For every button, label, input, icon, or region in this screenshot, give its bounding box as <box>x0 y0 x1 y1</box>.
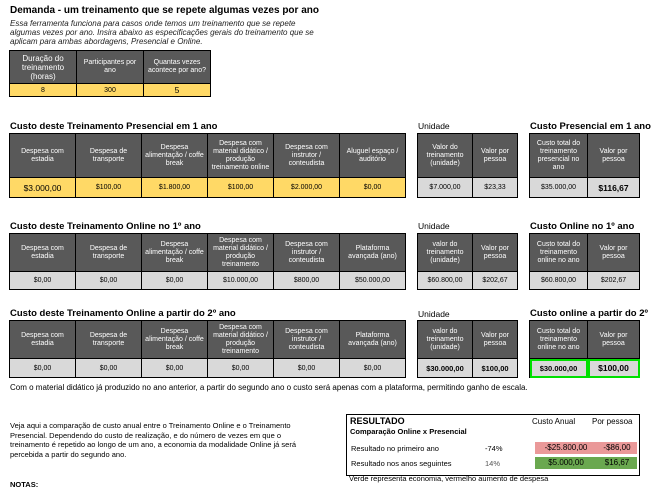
value-instrutor: $0,00 <box>274 359 340 378</box>
header-material: Despesa com material didático / produção treinamento <box>208 234 274 272</box>
header-transporte: Despesa de transporte <box>76 134 142 178</box>
result-legend: Verde representa economia, vermelho aumento de despesa <box>349 474 549 483</box>
header-total-year: Custo total do treinamento online no ano <box>530 321 588 359</box>
unit-value: $60.800,00 <box>418 272 473 290</box>
result-pct-following: 14% <box>485 459 501 468</box>
description-line: Essa ferramenta funciona para casos onde temos um treinamento que se repete <box>10 19 296 28</box>
online2-total-table <box>529 320 640 378</box>
input-alimentacao[interactable]: $1.800,00 <box>142 178 208 198</box>
unit-per-person: $202,67 <box>473 272 518 290</box>
result-col-annual: Custo Anual <box>532 417 576 426</box>
online2-unit-table <box>417 320 518 378</box>
value-estadia: $0,00 <box>10 359 76 378</box>
header-plataforma: Plataforma avançada (ano) <box>340 321 406 359</box>
header-alimentacao: Despesa alimentação / coffe break <box>142 321 208 359</box>
value-plataforma: $0,00 <box>340 359 406 378</box>
comparison-line: Presencial. Dependendo do custo de realização, e do número de vezes em que o <box>10 430 282 440</box>
header-total-year: Custo total do treinamento presencial no ano <box>530 134 588 178</box>
result-box <box>346 414 640 476</box>
result-title: RESULTADO <box>350 416 405 426</box>
unit-label: Unidade <box>418 309 450 319</box>
value-material: $0,00 <box>208 359 274 378</box>
presencial-unit-table <box>417 133 518 198</box>
header-instrutor: Despesa com instrutor / conteudista <box>274 234 340 272</box>
header-plataforma: Plataforma avançada (ano) <box>340 234 406 272</box>
notes-label: NOTAS: <box>10 480 39 489</box>
total-label: Custo Online no 1º ano <box>530 221 635 232</box>
unit-per-person: $100,00 <box>473 359 518 378</box>
unit-value: $30.000,00 <box>418 359 473 378</box>
header-transporte: Despesa de transporte <box>76 321 142 359</box>
result-subtitle: Comparação Online x Presencial <box>350 427 467 436</box>
total-per-person: $100,00 <box>588 359 640 378</box>
result-annual-year1: -$25.800,00 <box>535 442 597 454</box>
unit-value: $7.000,00 <box>418 178 473 198</box>
header-unit-value: valor do treinamento (unidade) <box>418 321 473 359</box>
header-total-per-person: Valor por pessoa <box>588 134 640 178</box>
unit-label: Unidade <box>418 121 450 131</box>
header-instrutor: Despesa com instrutor / conteudista <box>274 321 340 359</box>
header-total-per-person: Valor por pessoa <box>588 321 640 359</box>
description-line: algumas vezes por ano. Insira abaixo as especificações gerais do treinamento que se <box>10 28 314 37</box>
result-row-label-following: Resultado nos anos seguintes <box>351 459 452 468</box>
input-aluguel[interactable]: $0,00 <box>340 178 406 198</box>
header-frequency: Quantas vezes acontece por ano? <box>144 51 211 84</box>
value-material: $10.000,00 <box>208 272 274 290</box>
total-year: $30.000,00 <box>530 359 588 378</box>
comparison-line: treinamento é repetido ao longo de um ano, a economia da modalidade Online já será <box>10 440 297 449</box>
header-transporte: Despesa de transporte <box>76 234 142 272</box>
online2-cost-table <box>9 320 406 378</box>
header-estadia: Despesa com estadia <box>10 234 76 272</box>
result-row-label-year1: Resultado no primeiro ano <box>351 444 439 453</box>
total-per-person: $202,67 <box>588 272 640 290</box>
comparison-line: percebida a partir do segundo ano. <box>10 449 127 459</box>
presencial-total-table <box>529 133 640 198</box>
header-material: Despesa com material didático / produção treinamento online <box>208 134 274 178</box>
description-line: aplicam para ambas abordagens, Presencial e Online. <box>10 37 203 46</box>
header-unit-value: Valor do treinamento (unidade) <box>418 134 473 178</box>
header-duration: Duração do treinamento (horas) <box>10 51 77 84</box>
online1-cost-table <box>9 233 406 290</box>
online1-unit-table <box>417 233 518 290</box>
input-transporte[interactable]: $100,00 <box>76 178 142 198</box>
input-participants[interactable]: 300 <box>77 84 144 97</box>
header-instrutor: Despesa com instrutor / conteudista <box>274 134 340 178</box>
section-title-presencial: Custo deste Treinamento Presencial em 1 ano <box>10 121 218 132</box>
header-unit-value: valor do treinamento (unidade) <box>418 234 473 272</box>
total-per-person: $116,67 <box>588 178 640 198</box>
header-unit-per-person: Valor por pessoa <box>473 321 518 359</box>
total-year: $35.000,00 <box>530 178 588 198</box>
input-duration[interactable]: 8 <box>10 84 77 97</box>
result-col-person: Por pessoa <box>592 417 633 426</box>
header-total-year: Custo total do treinamento online no ano <box>530 234 588 272</box>
section-title-online-year2: Custo deste Treinamento Online a partir do 2º ano <box>10 308 236 319</box>
result-person-year1: -$86,00 <box>597 442 637 454</box>
header-alimentacao: Despesa alimentação / coffe break <box>142 234 208 272</box>
section-title-online-year1: Custo deste Treinamento Online no 1º ano <box>10 221 201 232</box>
header-estadia: Despesa com estadia <box>10 321 76 359</box>
header-estadia: Despesa com estadia <box>10 134 76 178</box>
total-label: Custo Presencial em 1 ano <box>530 121 651 132</box>
input-frequency[interactable]: 5 <box>144 84 211 97</box>
value-plataforma: $50.000,00 <box>340 272 406 290</box>
total-label: Custo online a partir do 2º <box>530 308 649 319</box>
value-transporte: $0,00 <box>76 359 142 378</box>
specs-table <box>9 50 211 97</box>
header-alimentacao: Despesa alimentação / coffe break <box>142 134 208 178</box>
presencial-cost-table <box>9 133 406 198</box>
header-participants: Participantes por ano <box>77 51 144 84</box>
header-unit-per-person: Valor por pessoa <box>473 134 518 178</box>
page-title: Demanda - um treinamento que se repete algumas vezes por ano <box>10 5 319 16</box>
input-material[interactable]: $100,00 <box>208 178 274 198</box>
page-description <box>10 19 360 46</box>
value-estadia: $0,00 <box>10 272 76 290</box>
value-instrutor: $800,00 <box>274 272 340 290</box>
online1-total-table <box>529 233 640 290</box>
total-year: $60.800,00 <box>530 272 588 290</box>
input-estadia[interactable]: $3.000,00 <box>10 178 76 198</box>
result-person-following: $16,67 <box>597 457 637 469</box>
header-aluguel: Aluguel espaço / auditório <box>340 134 406 178</box>
online2-note: Com o material didático já produzido no ano anterior, a partir do segundo ano o custo será apenas com a plataforma, permitindo ganho de escala. <box>10 383 528 392</box>
comparison-line: Veja aqui a comparação de custo anual entre o Treinamento Online e o Treinamento <box>10 421 291 430</box>
unit-per-person: $23,33 <box>473 178 518 198</box>
header-total-per-person: Valor por pessoa <box>588 234 640 272</box>
result-pct-year1: -74% <box>485 444 503 453</box>
header-unit-per-person: Valor por pessoa <box>473 234 518 272</box>
value-alimentacao: $0,00 <box>142 272 208 290</box>
value-alimentacao: $0,00 <box>142 359 208 378</box>
comparison-paragraph <box>10 421 345 459</box>
input-instrutor[interactable]: $2.000,00 <box>274 178 340 198</box>
header-material: Despesa com material didático / produção treinamento <box>208 321 274 359</box>
value-transporte: $0,00 <box>76 272 142 290</box>
unit-label: Unidade <box>418 221 450 231</box>
result-annual-following: $5.000,00 <box>535 457 597 469</box>
